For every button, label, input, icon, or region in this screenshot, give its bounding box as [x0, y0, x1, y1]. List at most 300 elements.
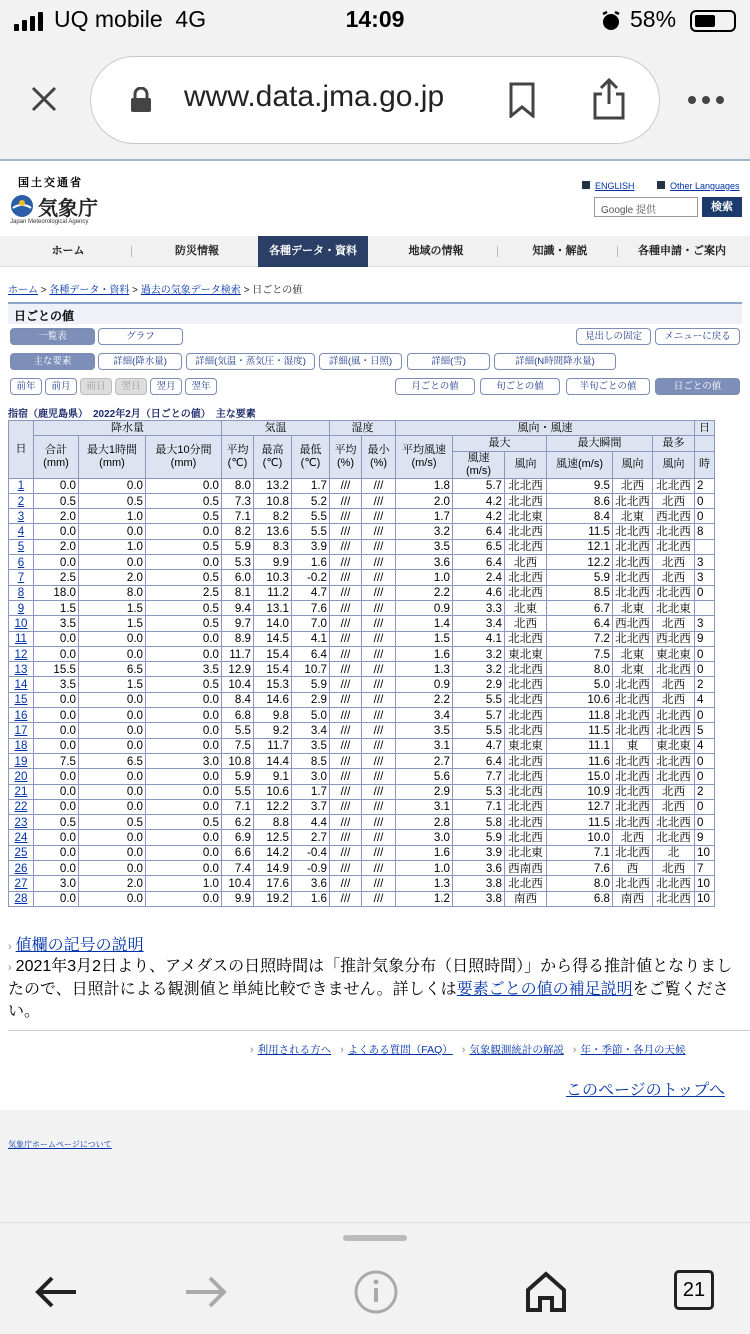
table-cell: 9.5 — [547, 478, 613, 493]
table-cell: 6.4 — [292, 646, 330, 661]
battery-icon — [690, 10, 736, 32]
table-cell: 10 — [695, 845, 715, 860]
table-row — [9, 570, 715, 585]
table-cell: 北北西 — [653, 539, 695, 554]
detail-snow-button[interactable]: 詳細(雪) — [407, 353, 490, 370]
back-menu-button[interactable]: メニューに戻る — [655, 328, 740, 345]
table-row — [9, 555, 715, 570]
clock: 14:09 — [345, 6, 405, 32]
about-link[interactable]: 気象庁ホームページについて — [8, 1140, 112, 1149]
table-cell: 5.5 — [292, 509, 330, 524]
footer-link-stats[interactable]: 気象観測統計の解説 — [469, 1044, 564, 1056]
table-cell: 12.9 — [222, 662, 254, 677]
header-wind-sub-3: 風向 — [613, 451, 653, 478]
table-cell: 0.0 — [146, 845, 222, 860]
table-cell: 0.0 — [34, 769, 79, 784]
header-wind-gust: 最大瞬間 — [547, 436, 653, 451]
table-cell: 11.7 — [254, 738, 292, 753]
table-cell: /// — [330, 585, 362, 600]
footer-link-users[interactable]: 利用される方へ — [257, 1044, 332, 1056]
table-cell: 3.0 — [146, 753, 222, 768]
breadcrumb-home[interactable]: ホーム — [8, 285, 38, 296]
info-icon[interactable] — [352, 1268, 400, 1316]
table-cell: /// — [362, 723, 396, 738]
table-cell: 北西 — [613, 478, 653, 493]
table-cell: /// — [330, 555, 362, 570]
table-cell: 13.2 — [254, 478, 292, 493]
table-cell: 14.9 — [254, 861, 292, 876]
header-col-0: 合計 (mm) — [34, 436, 79, 478]
header-wind-sub-1: 風向 — [505, 451, 547, 478]
table-cell: 12.1 — [547, 539, 613, 554]
table-cell: 7.1 — [547, 845, 613, 860]
table-cell: 0.0 — [146, 769, 222, 784]
footer-links — [250, 1042, 691, 1057]
table-cell: 2 — [695, 784, 715, 799]
footer-link-weather[interactable]: 年・季節・各月の天候 — [580, 1044, 686, 1056]
table-cell: 9 — [695, 631, 715, 646]
table-cell: /// — [362, 539, 396, 554]
table-cell: 北北西 — [505, 723, 547, 738]
header-temp: 気温 — [222, 421, 330, 436]
day-link[interactable]: 12 — [9, 646, 34, 661]
table-cell: 北北西 — [613, 708, 653, 723]
day-link[interactable]: 19 — [9, 753, 34, 768]
table-cell: 15.0 — [547, 769, 613, 784]
table-cell: 北北西 — [505, 815, 547, 830]
table-cell: 北北西 — [653, 876, 695, 891]
monthly-button[interactable]: 月ごとの値 — [395, 378, 475, 395]
table-cell: 北西 — [653, 784, 695, 799]
detail-n-hour-button[interactable]: 詳細(N時間降水量) — [494, 353, 616, 370]
prev-year-button[interactable]: 前年 — [10, 378, 42, 395]
table-cell: 0.0 — [34, 555, 79, 570]
fix-header-button[interactable]: 見出しの固定 — [576, 328, 651, 345]
table-cell: 2.0 — [34, 539, 79, 554]
forward-icon — [182, 1268, 230, 1316]
table-row — [9, 600, 715, 615]
table-cell: 11.6 — [547, 753, 613, 768]
page-top-link[interactable]: このページのトップへ — [566, 1082, 725, 1099]
header-wind-sub-0: 風速(m/s) — [453, 451, 505, 478]
table-cell: 1.6 — [396, 646, 453, 661]
table-cell: 6.4 — [547, 616, 613, 631]
table-cell: 11.5 — [547, 815, 613, 830]
table-cell: 8.5 — [292, 753, 330, 768]
other-languages-link[interactable]: Other Languages — [670, 181, 740, 191]
english-link[interactable]: ENGLISH — [595, 181, 635, 191]
detail-wind-button[interactable]: 詳細(風・日照) — [319, 353, 402, 370]
table-cell: /// — [362, 493, 396, 508]
day-link[interactable]: 14 — [9, 677, 34, 692]
day-link[interactable]: 23 — [9, 815, 34, 830]
table-cell: 2.7 — [292, 830, 330, 845]
table-cell: 15.4 — [254, 662, 292, 677]
table-cell: 5.5 — [222, 784, 254, 799]
table-cell: 北北西 — [613, 631, 653, 646]
table-cell: 北北西 — [505, 493, 547, 508]
table-cell: /// — [330, 600, 362, 615]
table-cell — [695, 539, 715, 554]
table-row — [9, 845, 715, 860]
table-cell: 東北東 — [505, 646, 547, 661]
table-cell: /// — [362, 861, 396, 876]
table-cell: 北北西 — [613, 753, 653, 768]
table-cell: 9.9 — [254, 555, 292, 570]
table-cell: -0.4 — [292, 845, 330, 860]
table-cell: 9.4 — [222, 600, 254, 615]
nav-knowledge[interactable]: 知識・解説 — [532, 245, 588, 257]
table-cell: 0.0 — [79, 478, 146, 493]
table-cell: 13.6 — [254, 524, 292, 539]
table-cell: 5.7 — [453, 708, 505, 723]
table-row — [9, 723, 715, 738]
table-cell: 0.0 — [146, 708, 222, 723]
table-cell: 8.5 — [547, 585, 613, 600]
table-cell: 7.5 — [547, 646, 613, 661]
table-cell: 0.0 — [34, 861, 79, 876]
arrow-icon: › — [340, 1044, 344, 1056]
table-cell: 北西 — [613, 830, 653, 845]
table-cell: /// — [330, 753, 362, 768]
list-button[interactable]: 一覧表 — [10, 328, 95, 345]
day-link[interactable]: 4 — [9, 524, 34, 539]
table-cell: 5.2 — [292, 493, 330, 508]
arrow-icon: › — [8, 941, 12, 953]
table-cell: 北西 — [653, 493, 695, 508]
table-cell: 10.6 — [547, 692, 613, 707]
table-cell: 6.7 — [547, 600, 613, 615]
table-cell: /// — [330, 677, 362, 692]
table-cell: 北西 — [653, 677, 695, 692]
table-cell: /// — [362, 876, 396, 891]
detail-temp-button[interactable]: 詳細(気温・蒸気圧・湿度) — [186, 353, 315, 370]
table-cell: 5.9 — [453, 830, 505, 845]
day-link[interactable]: 24 — [9, 830, 34, 845]
table-cell: 8.0 — [79, 585, 146, 600]
header-wind-sub-5: 時 — [695, 451, 715, 478]
table-cell: 北北西 — [613, 876, 653, 891]
table-cell: 北北西 — [505, 784, 547, 799]
table-cell: 北北西 — [505, 708, 547, 723]
table-row — [9, 799, 715, 814]
table-cell: 6.0 — [222, 570, 254, 585]
dekad-button[interactable]: 旬ごとの値 — [480, 378, 560, 395]
table-cell: 北北西 — [613, 539, 653, 554]
table-cell: 北東 — [505, 600, 547, 615]
table-cell: 3.5 — [292, 738, 330, 753]
bookmark-icon[interactable] — [508, 82, 536, 118]
table-cell: 2.4 — [453, 570, 505, 585]
table-cell: 4.2 — [453, 509, 505, 524]
table-row — [9, 509, 715, 524]
day-link[interactable]: 15 — [9, 692, 34, 707]
half-dekad-button[interactable]: 半旬ごとの値 — [566, 378, 650, 395]
nav-data[interactable]: 各種データ・資料 — [258, 236, 368, 267]
header-col-2: 最大10分間 (mm) — [146, 436, 222, 478]
breadcrumb-data[interactable]: 各種データ・資料 — [49, 285, 130, 296]
table-cell: /// — [330, 616, 362, 631]
table-cell: 11.1 — [547, 738, 613, 753]
notes-sunshine: › 2021年3月2日より、アメダスの日照時間は「推計気象分布（日照時間）」から得る推計値となりましたので、日照計による観測値と単純比較できません。詳しくは要素ごとの値の補足説明をご覧ください。 — [8, 958, 733, 1020]
table-cell: 9.2 — [254, 723, 292, 738]
table-cell: 5.6 — [396, 769, 453, 784]
table-cell: 1.2 — [396, 891, 453, 906]
day-link[interactable]: 17 — [9, 723, 34, 738]
table-row — [9, 677, 715, 692]
table-cell: 0.0 — [146, 631, 222, 646]
search-button[interactable]: 検索 — [702, 197, 742, 217]
table-cell: /// — [330, 738, 362, 753]
table-cell: 西南西 — [505, 861, 547, 876]
table-cell: 1.6 — [292, 555, 330, 570]
table-cell: 7.1 — [453, 799, 505, 814]
day-link[interactable]: 16 — [9, 708, 34, 723]
table-cell: 3.5 — [34, 677, 79, 692]
day-link[interactable]: 3 — [9, 509, 34, 524]
close-icon[interactable] — [30, 85, 58, 113]
table-cell: 1.7 — [396, 509, 453, 524]
table-row — [9, 493, 715, 508]
table-cell: 6.9 — [222, 830, 254, 845]
day-link[interactable]: 1 — [9, 478, 34, 493]
table-cell: 9.9 — [222, 891, 254, 906]
table-cell: 北北西 — [653, 585, 695, 600]
table-cell: 東北東 — [653, 738, 695, 753]
daily-button[interactable]: 日ごとの値 — [655, 378, 740, 395]
table-cell: 3.5 — [396, 539, 453, 554]
table-cell: /// — [362, 845, 396, 860]
table-cell: 0 — [695, 753, 715, 768]
table-cell: 2.9 — [396, 784, 453, 799]
next-day-button: 翌日 — [115, 378, 147, 395]
url-text[interactable]: www.data.jma.go.jp — [184, 80, 445, 113]
prev-month-button[interactable]: 前月 — [45, 378, 77, 395]
next-year-button[interactable]: 翌年 — [185, 378, 217, 395]
table-cell: 北西 — [653, 861, 695, 876]
day-link[interactable]: 13 — [9, 662, 34, 677]
table-cell: 1.7 — [292, 784, 330, 799]
table-cell: 0 — [695, 646, 715, 661]
day-link[interactable]: 7 — [9, 570, 34, 585]
share-icon[interactable] — [592, 78, 626, 120]
table-cell: 1.0 — [146, 876, 222, 891]
table-cell: 0.0 — [34, 799, 79, 814]
table-row — [9, 861, 715, 876]
table-cell: 北北西 — [613, 692, 653, 707]
table-cell: /// — [362, 616, 396, 631]
day-link[interactable]: 26 — [9, 861, 34, 876]
table-cell: 西北西 — [613, 616, 653, 631]
jma-logo-icon[interactable] — [10, 194, 34, 218]
table-cell: 9.8 — [254, 708, 292, 723]
table-cell: 6.5 — [453, 539, 505, 554]
day-link[interactable]: 9 — [9, 600, 34, 615]
table-cell: 12.2 — [547, 555, 613, 570]
table-cell: 0.0 — [34, 524, 79, 539]
table-cell: 3.6 — [453, 861, 505, 876]
table-cell: 0.0 — [146, 738, 222, 753]
table-cell: /// — [330, 784, 362, 799]
agency-name[interactable]: 気象庁 — [38, 198, 98, 220]
table-cell: 北北西 — [505, 830, 547, 845]
table-cell: 4.1 — [292, 631, 330, 646]
table-cell: 北北西 — [653, 769, 695, 784]
table-cell: 2.0 — [79, 570, 146, 585]
table-cell: 北西 — [653, 799, 695, 814]
table-cell: 8.3 — [254, 539, 292, 554]
table-cell: 7.3 — [222, 493, 254, 508]
table-cell: 2.5 — [146, 585, 222, 600]
table-cell: 0 — [695, 509, 715, 524]
back-icon[interactable] — [32, 1268, 80, 1316]
table-cell: /// — [362, 708, 396, 723]
table-cell: 0.0 — [79, 830, 146, 845]
table-cell: /// — [362, 662, 396, 677]
table-cell: 2.5 — [34, 570, 79, 585]
table-cell: 3.2 — [453, 646, 505, 661]
day-link[interactable]: 5 — [9, 539, 34, 554]
agency-name-en: Japan Meteorological Agency — [10, 219, 89, 225]
table-cell: /// — [330, 539, 362, 554]
table-cell: 7.7 — [453, 769, 505, 784]
main-elements-button[interactable]: 主な要素 — [10, 353, 95, 370]
table-cell: 北北東 — [653, 600, 695, 615]
table-cell: 12.7 — [547, 799, 613, 814]
day-link[interactable]: 25 — [9, 845, 34, 860]
nav-disaster[interactable]: 防災情報 — [175, 245, 219, 257]
day-link[interactable]: 2 — [9, 493, 34, 508]
table-cell: 北北西 — [505, 769, 547, 784]
table-cell: 1.3 — [396, 662, 453, 677]
table-cell: 3.4 — [396, 708, 453, 723]
home-icon[interactable] — [522, 1268, 570, 1316]
table-cell: 5.5 — [453, 692, 505, 707]
nav-region[interactable]: 地域の情報 — [408, 245, 464, 257]
arrow-icon: › — [461, 1044, 466, 1056]
table-cell: 西北西 — [653, 631, 695, 646]
table-cell: /// — [362, 692, 396, 707]
table-cell: 0 — [695, 493, 715, 508]
table-row — [9, 662, 715, 677]
more-icon[interactable] — [686, 94, 726, 106]
table-cell: -0.9 — [292, 861, 330, 876]
day-link[interactable]: 22 — [9, 799, 34, 814]
day-link[interactable]: 27 — [9, 876, 34, 891]
table-cell: 3.4 — [453, 616, 505, 631]
table-cell: 0.5 — [146, 570, 222, 585]
table-cell: 14.5 — [254, 631, 292, 646]
table-cell: 北北西 — [653, 891, 695, 906]
day-link[interactable]: 21 — [9, 784, 34, 799]
table-cell: 7.5 — [222, 738, 254, 753]
table-cell: 3.5 — [34, 616, 79, 631]
day-link[interactable]: 6 — [9, 555, 34, 570]
table-cell: /// — [330, 493, 362, 508]
table-cell: 6.8 — [547, 891, 613, 906]
table-cell: 2.9 — [292, 692, 330, 707]
table-cell: 3.3 — [453, 600, 505, 615]
table-cell: 0 — [695, 585, 715, 600]
table-cell: /// — [362, 830, 396, 845]
table-cell: 北 — [653, 845, 695, 860]
table-cell: 17.6 — [254, 876, 292, 891]
search-input[interactable]: Google 提供 — [594, 197, 698, 217]
table-cell: /// — [330, 830, 362, 845]
day-link[interactable]: 28 — [9, 891, 34, 906]
table-cell: 7.1 — [222, 799, 254, 814]
header-col-7: 最小 (%) — [362, 436, 396, 478]
table-cell: 北北西 — [505, 692, 547, 707]
table-cell: 1.3 — [396, 876, 453, 891]
breadcrumb-past[interactable]: 過去の気象データ検索 — [140, 285, 241, 296]
table-cell: 0.0 — [79, 769, 146, 784]
table-cell: 4.7 — [453, 738, 505, 753]
table-cell: 5.9 — [222, 769, 254, 784]
table-cell: 0.0 — [34, 478, 79, 493]
table-cell: 0.0 — [79, 891, 146, 906]
table-cell: /// — [330, 891, 362, 906]
header-col-5: 最低 (℃) — [292, 436, 330, 478]
nav-application[interactable]: 各種申請・ご案内 — [638, 245, 726, 257]
supplement-link[interactable]: 要素ごとの値の補足説明 — [456, 981, 633, 998]
day-link[interactable]: 10 — [9, 616, 34, 631]
table-cell: 0.0 — [146, 692, 222, 707]
table-cell: 2 — [695, 478, 715, 493]
grab-handle[interactable] — [343, 1235, 407, 1241]
table-cell: 14.0 — [254, 616, 292, 631]
day-link[interactable]: 8 — [9, 585, 34, 600]
table-cell: 南西 — [613, 891, 653, 906]
table-cell: 0.0 — [34, 646, 79, 661]
carrier-label: UQ mobile 4G — [54, 6, 207, 32]
table-cell: 3.0 — [292, 769, 330, 784]
day-link[interactable]: 20 — [9, 769, 34, 784]
detail-rain-button[interactable]: 詳細(降水量) — [98, 353, 182, 370]
table-cell: 北西 — [653, 692, 695, 707]
tabs-button[interactable]: 21 — [674, 1270, 714, 1310]
table-cell: 北東 — [613, 509, 653, 524]
table-cell: 10.6 — [254, 784, 292, 799]
table-cell: /// — [330, 815, 362, 830]
table-row — [9, 784, 715, 799]
table-cell: 3.2 — [396, 524, 453, 539]
graph-button[interactable]: グラフ — [98, 328, 183, 345]
table-cell: 10.8 — [222, 753, 254, 768]
table-cell: 3.7 — [292, 799, 330, 814]
table-cell: 北西 — [653, 570, 695, 585]
table-cell: /// — [330, 509, 362, 524]
footer-link-faq[interactable]: よくある質問（FAQ） — [347, 1044, 453, 1056]
next-month-button[interactable]: 翌月 — [150, 378, 182, 395]
nav-home[interactable]: ホーム — [51, 245, 85, 257]
header-day: 日 — [9, 421, 34, 479]
day-link[interactable]: 11 — [9, 631, 34, 646]
table-caption: 指宿（鹿児島県） 2022年2月（日ごとの値） 主な要素 — [8, 409, 256, 420]
table-cell: 北西 — [653, 616, 695, 631]
table-cell: 0.0 — [79, 784, 146, 799]
symbol-explanation-link[interactable]: 値欄の記号の説明 — [15, 937, 144, 954]
table-cell: 0.0 — [146, 784, 222, 799]
table-cell: 9.7 — [222, 616, 254, 631]
day-link[interactable]: 18 — [9, 738, 34, 753]
table-cell: 1.0 — [79, 539, 146, 554]
arrow-icon: › — [572, 1044, 577, 1056]
table-cell: 6.4 — [453, 524, 505, 539]
table-cell: 2.9 — [453, 677, 505, 692]
breadcrumb: ホーム > 各種データ・資料 > 過去の気象データ検索 > 日ごとの値 — [8, 285, 303, 296]
table-cell: 5.3 — [453, 784, 505, 799]
